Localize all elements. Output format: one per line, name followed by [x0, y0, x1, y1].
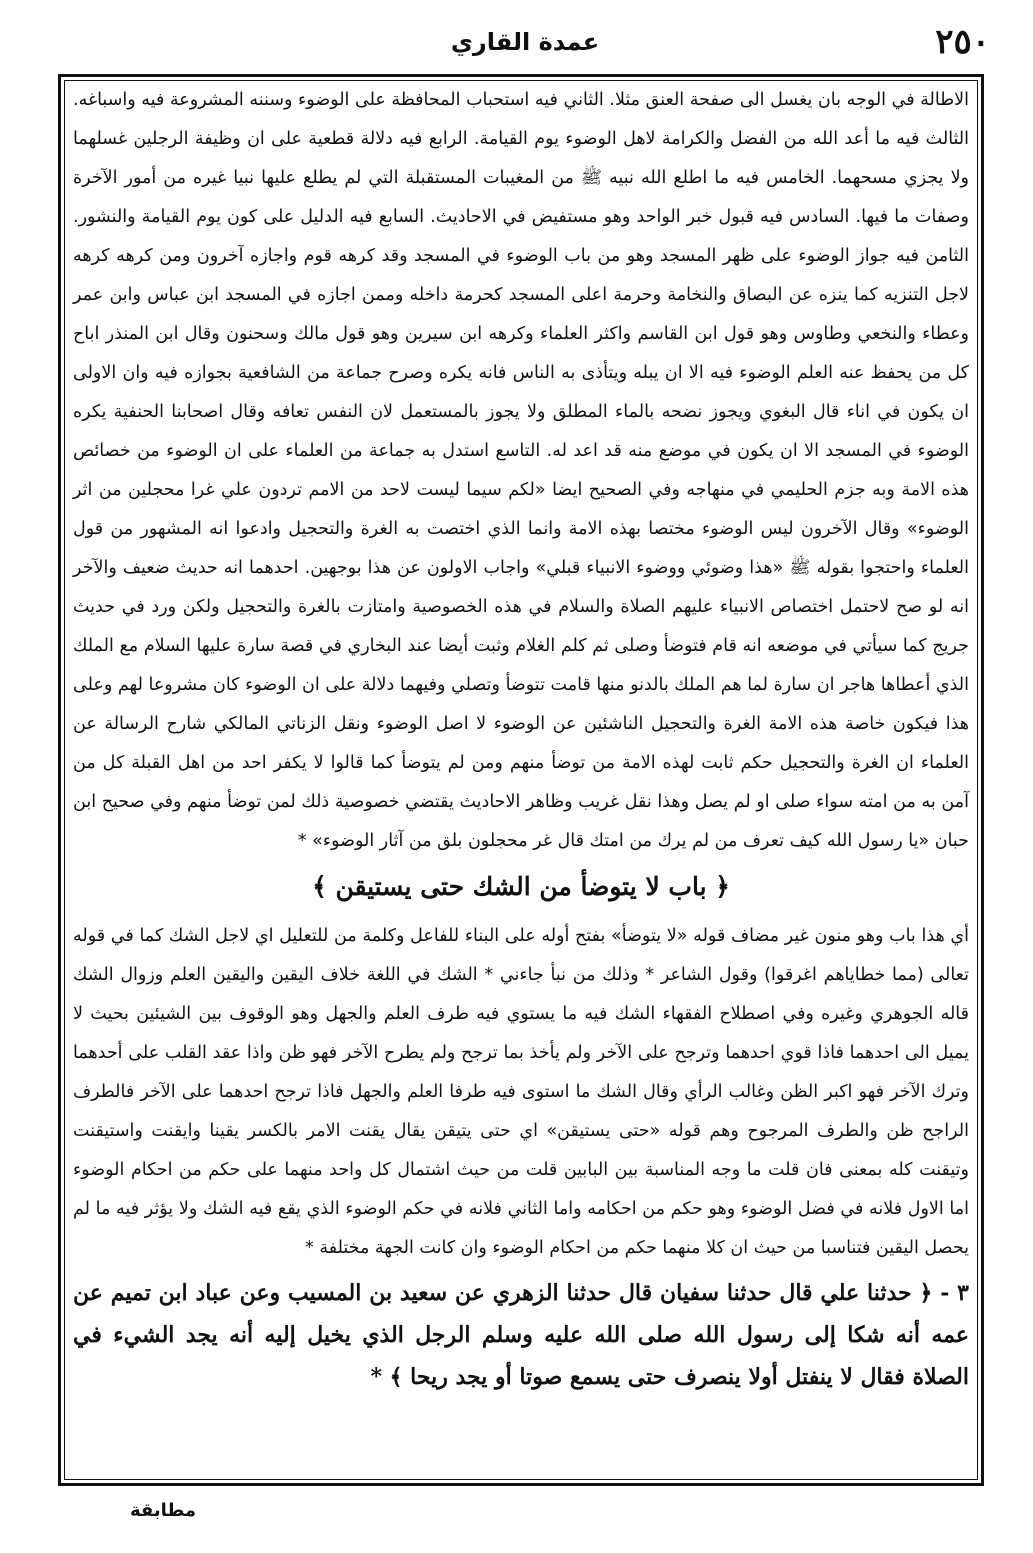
page-number: ٢٥٠ — [935, 22, 990, 62]
book-title: عمدة القاري — [450, 28, 600, 56]
text-frame — [58, 74, 984, 1486]
page-header — [60, 22, 990, 72]
hadith-text: ٣ - ﴿ حدثنا علي قال حدثنا سفيان قال حدثنا الزهري عن سعيد بن المسيب وعن عباد ابن تميم عن عمه أنه شكا إلى رسول الله صلى الله عليه وسلم الرجل الذي يخيل إليه أنه يجد الشيء في الصلاة فقال لا ينفتل أولا ينصرف حتى يسمع صوتا أو يجد ريحا ﴾ * — [73, 1280, 969, 1390]
commentary-paragraph-1: الاطالة في الوجه بان يغسل الى صفحة العنق مثلا. الثاني فيه استحباب المحافظة على الوضوء وسننه المشروعة فيه واسباغه. الثالث فيه ما أعد الله من الفضل والكرامة لاهل الوضوء يوم القيامة. الرابع فيه دلالة قطعية على ان وظيفة الرجلين غسلهما ولا يجزي مسحهما. الخامس فيه ما اطلع الله نبيه ﷺ من المغيبات المستقبلة التي لم يطلع عليها نبيا غيره من أمور الآخرة وصفات ما فيها. السادس فيه قبول خبر الواحد وهو مستفيض في الاحاديث. السابع فيه الدليل على كون يوم القيامة والنشور. الثامن فيه جواز الوضوء على ظهر المسجد وهو من باب الوضوء في المسجد وقد كرهه قوم واجازه آخرون ومن كرهه كرهه لاجل التنزيه كما ينزه عن البصاق والنخامة وحرمة اعلى المسجد كحرمة داخله وممن اجازه في المسجد ابن عباس وابن عمر وعطاء والنخعي وطاوس وهو قول ابن القاسم واكثر العلماء وكرهه ابن سيرين وهو قول مالك وسحنون وقال ابن المنذر اباح كل من يحفظ عنه العلم الوضوء فيه الا ان يبله ويتأذى به الناس فانه يكره وصرح جماعة من الشافعية بجوازه فيه وان الاولى ان يكون في اناء قال البغوي ويجوز نضحه بالماء المطلق ولا يجوز بالمستعمل لان النفس تعافه وقال اصحابنا الحنفية يكره الوضوء في المسجد الا ان يكون في موضع منه قد اعد له. التاسع استدل به جماعة من العلماء على ان الوضوء من خصائص هذه الامة وبه جزم الحليمي في منهاجه وفي الصحيح ايضا «لكم سيما ليست لاحد من الامم تردون علي غرا محجلين من اثر الوضوء» وقال الآخرون ليس الوضوء مختصا بهذه الامة وانما الذي اختصت به الغرة والتحجيل وادعوا انه المشهور من قول العلماء واحتجوا بقوله ﷺ «هذا وضوئي ووضوء الانبياء قبلي» واجاب الاولون عن هذا بوجهين. احدهما انه حديث ضعيف والآخر انه لو صح لاحتمل اختصاص الانبياء عليهم الصلاة والسلام في هذه الخصوصية وامتازت بالغرة والتحجيل ولكن ورد في حديث جريج كما سيأتي في موضعه انه قام فتوضأ وصلى ثم كلم الغلام وثبت أيضا عند البخاري في قصة سارة عليها السلام مع الملك الذي أعطاها هاجر ان سارة لما هم الملك بالدنو منها قامت تتوضأ وتصلي وفيهما دلالة على ان الوضوء كان مشروعا لهم وعلى هذا فيكون خاصة هذه الامة الغرة والتحجيل الناشئين عن الوضوء لا اصل الوضوء ونقل الزناتي المالكي شارح الرسالة عن العلماء ان الغرة والتحجيل حكم ثابت لهذه الامة من توضأ منهم ومن لم يتوضأ كما قالوا لا يكفر احد من اهل القبلة كل من آمن به من امته سواء صلى او لم يصل وهذا نقل غريب وظاهر الاحاديث يقتضي خصوصية ذلك لمن توضأ منهم وفي صحيح ابن حبان «يا رسول الله كيف تعرف من لم يرك من امتك قال غر محجلون بلق من آثار الوضوء» * — [73, 90, 969, 851]
commentary-paragraph-2: أي هذا باب وهو منون غير مضاف قوله «لا يتوضأ» بفتح أوله على البناء للفاعل وكلمة من للتعليل اي لاجل الشك كما في قوله تعالى (مما خطاياهم اغرقوا) وقول الشاعر * وذلك من نبأ جاءني * الشك في اللغة خلاف اليقين واليقين العلم وزوال الشك قاله الجوهري وغيره وفي اصطلاح الفقهاء الشك فيه ما يستوي فيه طرف العلم والجهل وهو الوقوف بين الشيئين بحيث لا يميل الى احدهما فاذا قوي احدهما وترجح على الآخر ولم يأخذ بما ترجح ولم يطرح الآخر فهو ظن واذا عقد القلب على أحدهما وترك الآخر فهو اكبر الظن وغالب الرأي وقال الشك ما استوى فيه طرفا العلم والجهل فاذا ترجح احدهما على الآخر فالطرف الراجح ظن والطرف المرجوح وهم قوله «حتى يستيقن» اي حتى يتيقن يقال يقنت الامر بالكسر يقينا وايقنت واستيقنت وتيقنت كله بمعنى فان قلت ما وجه المناسبة بين البابين قلت من حيث اشتمال كل واحد منهما على حكم من احكام الوضوء اما الاول فلانه في فضل الوضوء وهو حكم من احكامه واما الثاني فلانه في حكم الوضوء الذي يقع فيه الشك ولا يؤثر فيه ما لم يحصل اليقين فتناسبا من حيث ان كلا منهما حكم من احكام الوضوء وان كانت الجهة مختلفة * — [73, 926, 969, 1258]
chapter-heading: ﴿ باب لا يتوضأ من الشك حتى يستيقن ﴾ — [312, 872, 730, 901]
catchword: مطابقة — [130, 1500, 197, 1521]
